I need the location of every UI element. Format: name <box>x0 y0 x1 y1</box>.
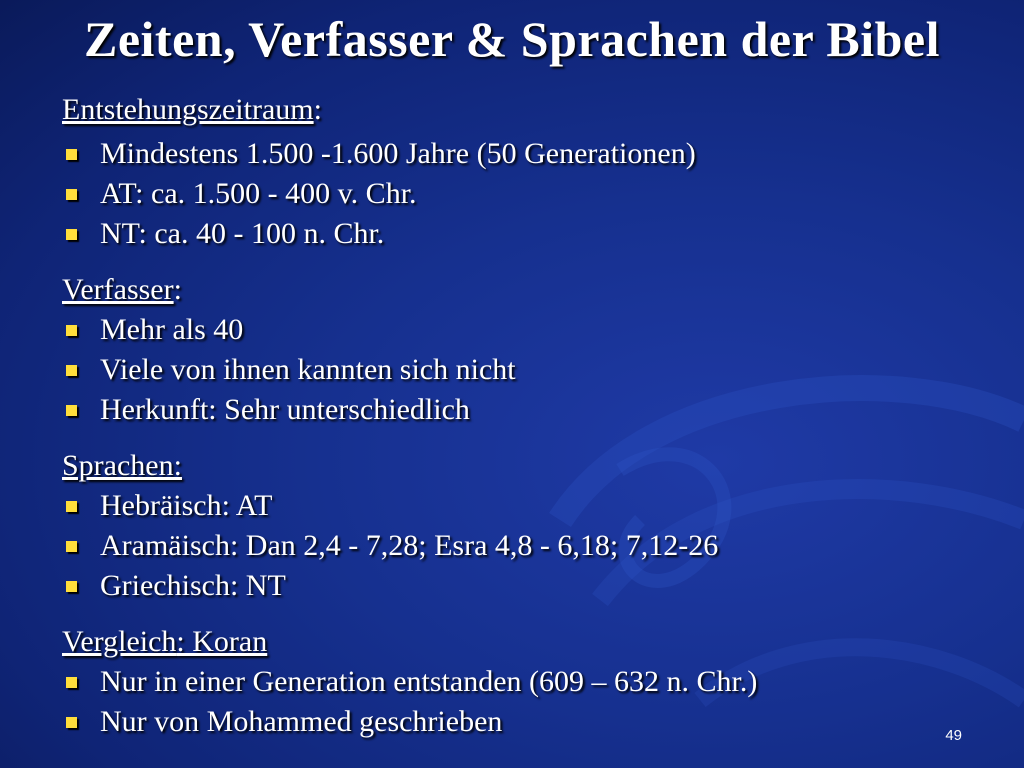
list-item-text: Mindestens 1.500 -1.600 Jahre (50 Generationen) <box>100 137 696 170</box>
list-item-text: Hebräisch: AT <box>100 489 273 522</box>
section-heading <box>62 270 962 310</box>
bullet-square-icon <box>66 581 77 592</box>
bullet-square-icon <box>66 677 77 688</box>
list-item-text: Viele von ihnen kannten sich nicht <box>100 353 516 386</box>
list-item <box>62 350 962 390</box>
list-item <box>62 526 962 566</box>
section-sprachen <box>62 446 962 606</box>
bullet-square-icon <box>66 325 77 336</box>
bullet-square-icon <box>66 365 77 376</box>
bullet-square-icon <box>66 501 77 512</box>
heading-suffix: : Koran <box>176 625 268 658</box>
list-item-text: Griechisch: NT <box>100 569 286 602</box>
section-heading <box>62 622 962 662</box>
bullet-square-icon <box>66 717 77 728</box>
list-item <box>62 486 962 526</box>
list-item-text: Herkunft: Sehr unterschiedlich <box>100 393 470 426</box>
section-entstehungszeitraum <box>62 90 962 254</box>
section-verfasser <box>62 270 962 430</box>
heading-text: Vergleich <box>62 625 177 658</box>
list-item <box>62 390 962 430</box>
bullet-square-icon <box>66 149 77 160</box>
section-heading <box>62 90 962 130</box>
slide-content <box>62 90 962 758</box>
heading-text: Verfasser <box>62 273 174 306</box>
list-item <box>62 134 962 174</box>
bullet-square-icon <box>66 229 77 240</box>
heading-suffix: : <box>313 93 322 126</box>
list-item <box>62 702 962 742</box>
page-number: 49 <box>945 727 962 744</box>
list-item-text: Aramäisch: Dan 2,4 - 7,28; Esra 4,8 - 6,18; 7,12-26 <box>100 529 719 562</box>
list-item-text: AT: ca. 1.500 - 400 v. Chr. <box>100 177 417 210</box>
list-item-text: Nur von Mohammed geschrieben <box>100 705 503 738</box>
bullet-square-icon <box>66 541 77 552</box>
list-item <box>62 214 962 254</box>
section-vergleich <box>62 622 962 742</box>
list-item <box>62 662 962 702</box>
list-item <box>62 566 962 606</box>
heading-suffix: : <box>173 273 182 306</box>
bullet-square-icon <box>66 405 77 416</box>
heading-text: Entstehungszeitraum <box>62 93 314 126</box>
heading-text: Sprachen: <box>62 449 182 482</box>
bullet-square-icon <box>66 189 77 200</box>
list-item-text: Mehr als 40 <box>100 313 244 346</box>
section-heading <box>62 446 962 486</box>
list-item <box>62 310 962 350</box>
list-item-text: Nur in einer Generation entstanden (609 – 632 n. Chr.) <box>100 665 758 698</box>
list-item-text: NT: ca. 40 - 100 n. Chr. <box>100 217 385 250</box>
list-item <box>62 174 962 214</box>
slide-title: Zeiten, Verfasser & Sprachen der Bibel <box>83 11 940 67</box>
